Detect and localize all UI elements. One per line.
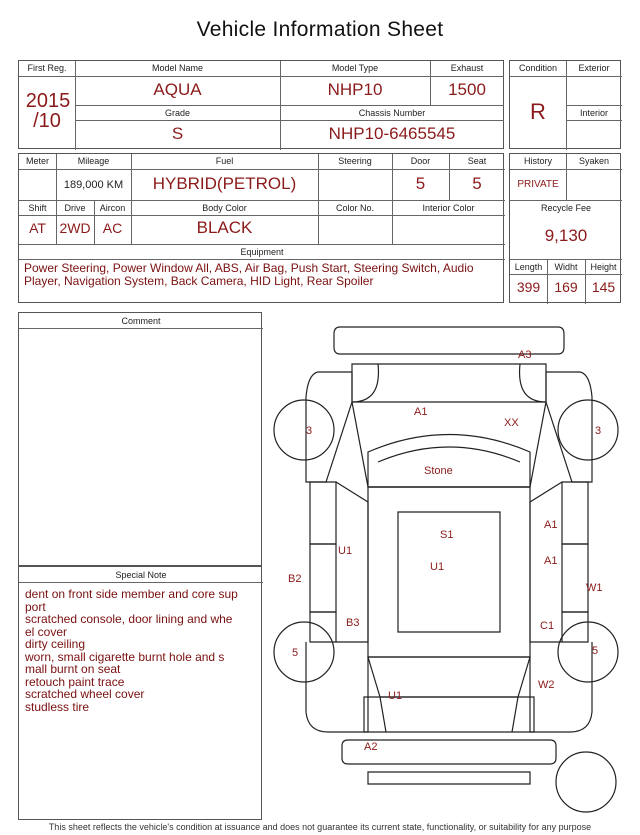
special-note-line: dirty ceiling <box>25 637 86 651</box>
mark-w2: W2 <box>538 679 555 691</box>
body-color-value: BLACK <box>196 218 253 237</box>
interior-label: Interior <box>579 108 608 118</box>
first-reg-label: First Reg. <box>27 63 67 73</box>
tire-rear-left <box>274 622 334 682</box>
history-value: PRIVATE <box>517 179 559 190</box>
equipment-label: Equipment <box>240 247 284 257</box>
comment-label: Comment <box>121 316 161 326</box>
special-note-line: scratched wheel cover <box>25 687 145 701</box>
door-value: 5 <box>415 174 426 193</box>
height-value: 145 <box>591 279 616 295</box>
steering-label: Steering <box>338 156 372 166</box>
car-diagram <box>268 312 628 817</box>
tire-front-left <box>274 400 334 460</box>
mark-c1: C1 <box>540 620 555 632</box>
color-no-label: Color No. <box>335 203 374 213</box>
body-color-label: Body Color <box>202 203 247 213</box>
comment-box <box>18 312 262 566</box>
aircon-label: Aircon <box>99 203 126 213</box>
mark-tire-fl: 3 <box>306 425 313 437</box>
aircon-value: AC <box>102 220 123 236</box>
special-note-line: mall burnt on seat <box>25 662 121 676</box>
equipment-list: Power Steering, Power Window All, ABS, Air Bag, Push Start, Steering Switch, Audio Player, Navigation System, Back Camera, HID Light, Rear Spoiler <box>24 261 474 288</box>
drive-value: 2WD <box>59 220 91 236</box>
seat-label: Seat <box>467 156 487 166</box>
shift-value: AT <box>29 220 46 236</box>
recycle-fee-value: 9,130 <box>544 226 588 245</box>
exterior-label: Exterior <box>578 63 610 73</box>
mark-tire-fr: 3 <box>595 425 602 437</box>
mark-u1-rear: U1 <box>388 690 403 702</box>
first-reg-year: 2015 <box>25 90 71 112</box>
drive-label: Drive <box>64 203 86 213</box>
history-label: History <box>523 156 552 166</box>
mark-a1-right-1: A1 <box>544 519 558 531</box>
fuel-label: Fuel <box>215 156 234 166</box>
first-reg-month: /10 <box>33 110 61 132</box>
specs-box <box>18 153 504 303</box>
model-name: AQUA <box>153 80 202 99</box>
mark-a1-front: A1 <box>414 406 428 418</box>
fuel-value: HYBRID(PETROL) <box>152 174 297 193</box>
special-note-line: scratched console, door lining and whe <box>25 612 233 626</box>
condition-label: Condition <box>518 63 558 73</box>
mark-xx: XX <box>504 417 519 429</box>
condition-box <box>509 60 621 149</box>
page-title: Vehicle Information Sheet <box>196 18 444 41</box>
mark-stone: Stone <box>424 465 453 477</box>
condition-grade: R <box>530 99 546 124</box>
mileage-label: Mileage <box>77 156 110 166</box>
special-note-list <box>25 588 261 713</box>
special-note-line: studless tire <box>25 699 90 714</box>
special-note-line: el cover <box>25 624 68 639</box>
disclaimer: This sheet reflects the vehicle's condition at issuance and does not guarantee its current state, functionality, or suitability for any purpose <box>48 822 592 832</box>
exhaust-value: 1500 <box>448 80 486 99</box>
side-info-box <box>509 153 621 303</box>
special-note-line: dent on front side member and core sup <box>25 587 238 601</box>
mark-b2: B2 <box>288 573 302 585</box>
chassis-number: NHP10-6465545 <box>328 124 456 143</box>
special-note-label: Special Note <box>115 570 167 580</box>
trunk <box>364 697 534 732</box>
meter-label: Meter <box>25 156 49 166</box>
mark-tire-rl: 5 <box>292 647 299 659</box>
interior-color-label: Interior Color <box>422 203 475 213</box>
width-value: 169 <box>554 279 578 295</box>
model-type: NHP10 <box>327 80 383 99</box>
model-type-label: Model Type <box>331 63 379 73</box>
recycle-fee-label: Recycle Fee <box>540 203 592 213</box>
model-name-label: Model Name <box>151 63 204 73</box>
special-note-line: retouch paint trace <box>25 674 125 689</box>
mileage-value: 189,000 KM <box>63 179 124 191</box>
mark-b3: B3 <box>346 617 360 629</box>
spare-tire <box>556 752 616 812</box>
grade-label: Grade <box>164 108 190 118</box>
mark-w1: W1 <box>586 582 603 594</box>
registration-box <box>18 60 504 149</box>
length-value: 399 <box>516 279 541 295</box>
width-label: Widht <box>554 262 578 272</box>
seat-value: 5 <box>472 174 482 193</box>
windshield <box>368 435 530 488</box>
tire-front-right <box>558 400 618 460</box>
exhaust-label: Exhaust <box>450 63 484 73</box>
mark-s1: S1 <box>440 529 454 541</box>
length-label: Length <box>514 262 543 272</box>
mark-u1-left: U1 <box>338 545 353 557</box>
mark-a3: A3 <box>518 349 532 361</box>
special-note-line: port <box>25 599 46 614</box>
mark-tire-rr: 5 <box>592 645 599 657</box>
chassis-label: Chassis Number <box>358 108 426 118</box>
mark-u1-center: U1 <box>430 561 445 573</box>
mark-a1-right-2: A1 <box>544 555 558 567</box>
height-label: Height <box>590 262 617 272</box>
shift-label: Shift <box>28 203 47 213</box>
door-label: Door <box>410 156 431 166</box>
grade-value: S <box>171 124 184 143</box>
special-note-line: worn, small cigarette burnt hole and s <box>25 649 225 664</box>
special-note-box <box>18 566 262 820</box>
mark-a2: A2 <box>364 741 378 753</box>
hood <box>352 364 546 402</box>
syaken-label: Syaken <box>578 156 610 166</box>
